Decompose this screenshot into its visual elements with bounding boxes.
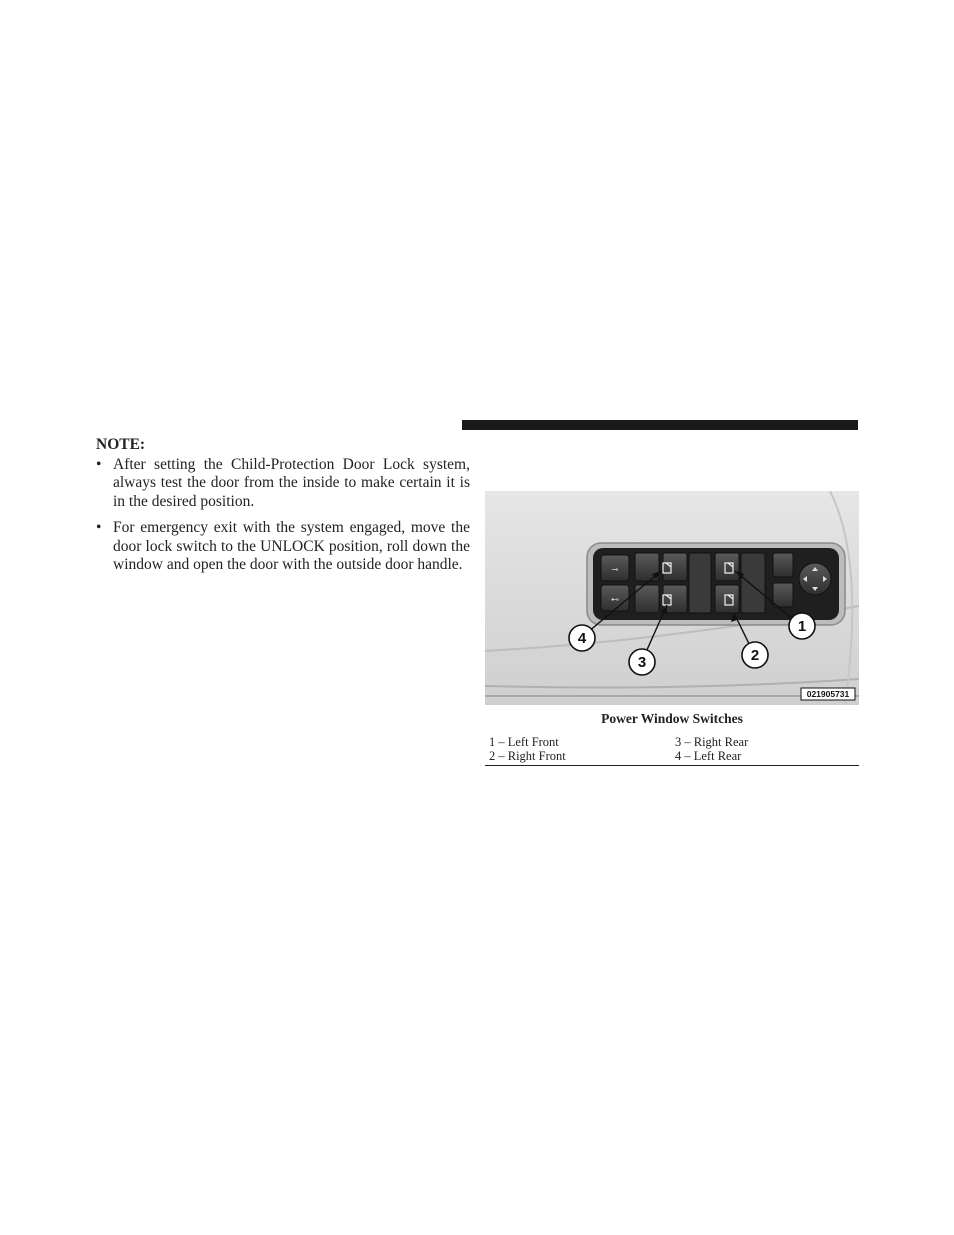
note-list xyxy=(96,456,470,575)
note-heading: NOTE: xyxy=(96,436,146,453)
legend-item: 4 – Left Rear xyxy=(675,749,742,763)
bullet-icon: • xyxy=(96,455,102,473)
bullet-icon: • xyxy=(96,519,102,536)
legend-row xyxy=(489,749,859,763)
figure-caption: Power Window Switches xyxy=(601,711,743,726)
callout-1: 1 xyxy=(797,618,807,635)
section-header-bar xyxy=(462,420,858,430)
figure-legend xyxy=(489,735,859,763)
switch-panel-illustration xyxy=(485,491,859,705)
image-code: 021905731 xyxy=(806,689,850,699)
note-bullet-1 xyxy=(96,456,470,512)
note-bullet-text: After setting the Child-Protection Door Lock system, always test the door from the inside to make certain it is in the desired position. xyxy=(113,455,470,510)
legend-item: 1 – Left Front xyxy=(489,735,559,749)
svg-text:⊷: ⊷ xyxy=(611,595,619,604)
note-block xyxy=(96,436,470,583)
legend-item: 3 – Right Rear xyxy=(675,735,749,749)
callout-2: 2 xyxy=(750,647,760,664)
callout-4: 4 xyxy=(577,630,587,647)
note-bullet-text: For emergency exit with the system engaged, move the door lock switch to the UNLOCK position, roll down the window and open the door with the outside door handle. xyxy=(113,519,470,573)
callout-3: 3 xyxy=(637,654,647,671)
note-bullet-2 xyxy=(96,519,470,575)
power-window-switches-figure xyxy=(485,491,859,705)
legend-item: 2 – Right Front xyxy=(489,749,566,763)
legend-divider xyxy=(485,765,859,766)
svg-text:⊸: ⊸ xyxy=(611,565,619,574)
legend-row xyxy=(489,735,859,749)
